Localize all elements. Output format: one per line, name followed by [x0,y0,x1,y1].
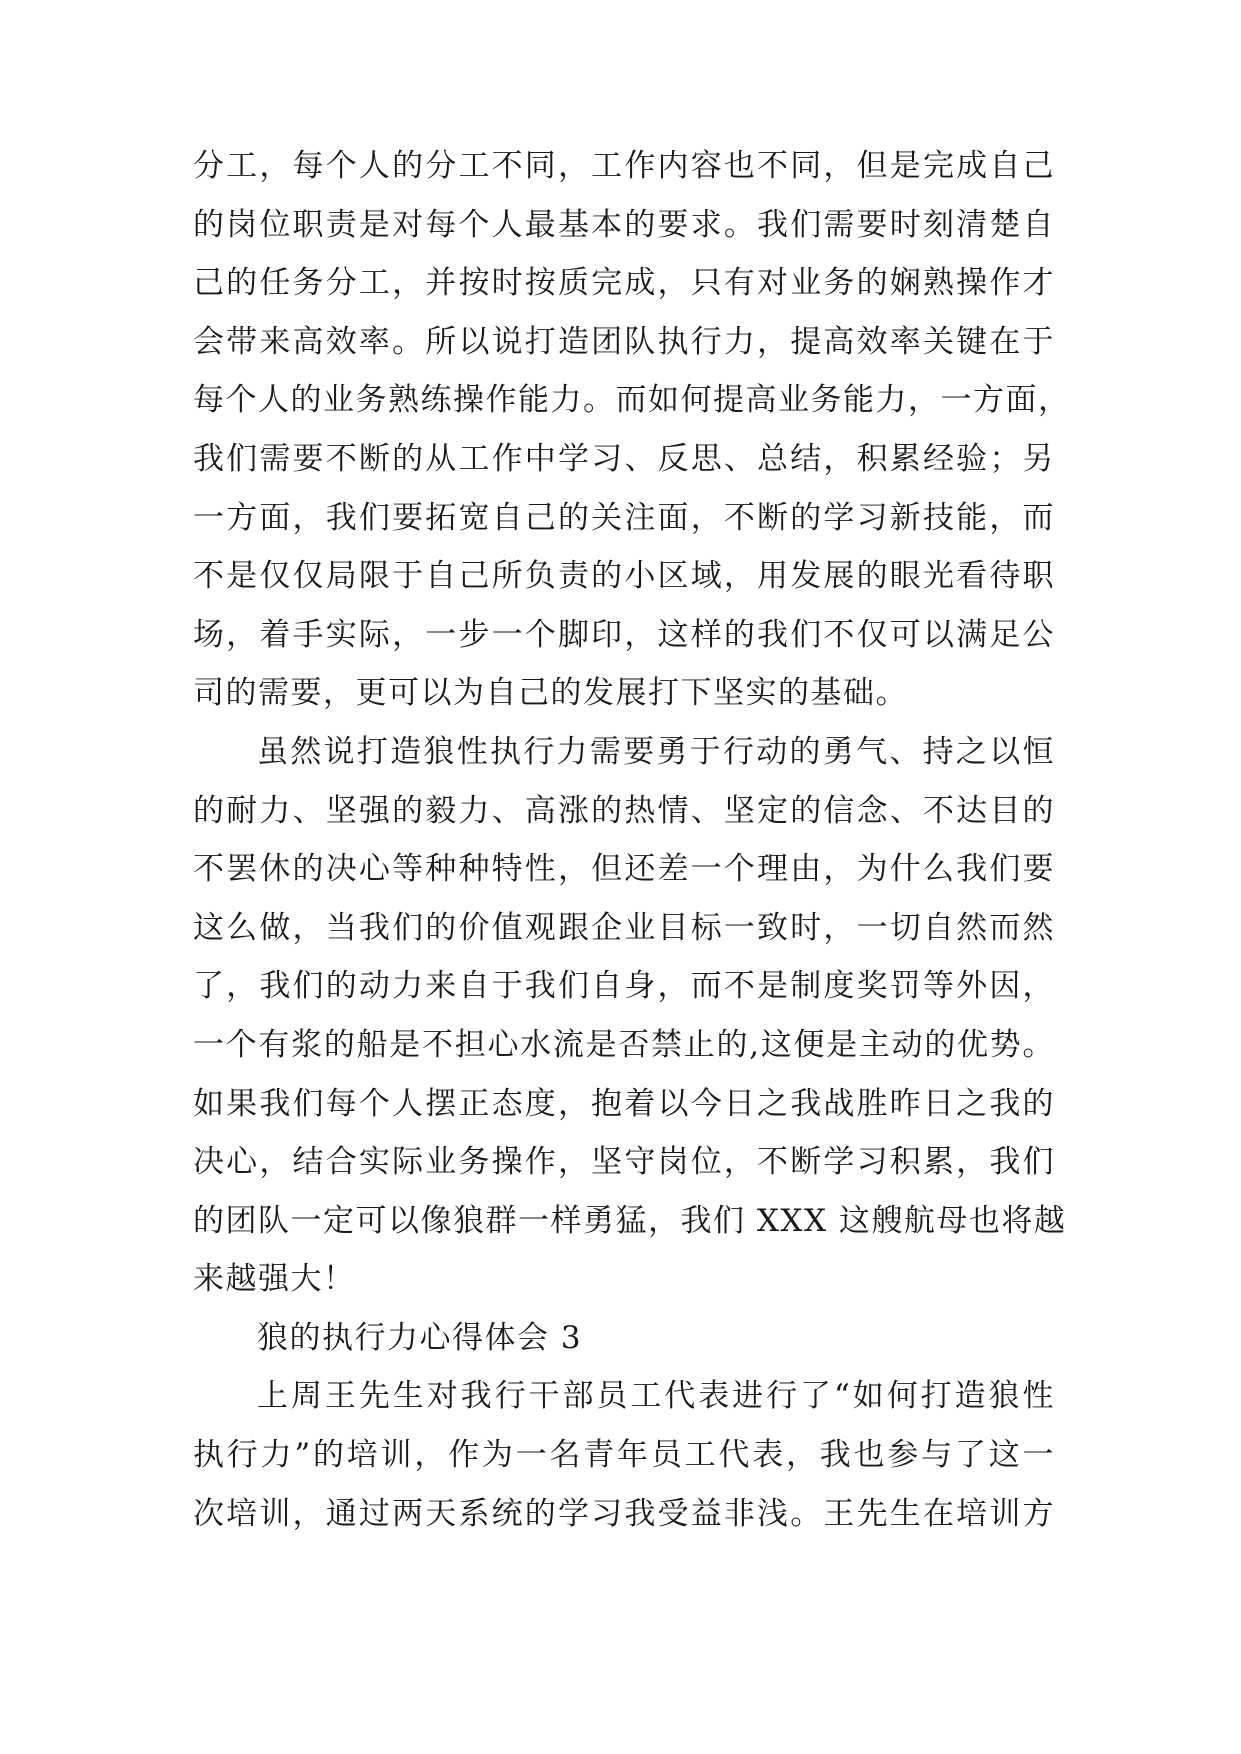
paragraph-2-line: 如果我们每个人摆正态度，抱着以今日之我战胜昨日之我的 [193,1085,1055,1122]
paragraph-1-line: 场，着手实际，一步一个脚印，这样的我们不仅可以满足公 [193,616,1055,653]
paragraph-1-line: 己的任务分工，并按时按质完成，只有对业务的娴熟操作才 [193,265,1055,302]
paragraph-1-line: 不是仅仅局限于自己所负责的小区域，用发展的眼光看待职 [193,558,1055,595]
paragraph-2-line: 了，我们的动力来自于我们自身，而不是制度奖罚等外因， [193,968,1055,1005]
paragraph-2-line: 不罢休的决心等种种特性，但还差一个理由，为什么我们要 [193,851,1055,888]
paragraph-3-line: 次培训，通过两天系统的学习我受益非浅。王先生在培训方 [193,1495,1055,1532]
paragraph-1-line: 的岗位职责是对每个人最基本的要求。我们需要时刻清楚自 [193,206,1055,243]
paragraph-2-line: 的团队一定可以像狼群一样勇猛，我们 XXX 这艘航母也将越 [193,1202,1067,1239]
paragraph-2-line: 虽然说打造狼性执行力需要勇于行动的勇气、持之以恒 [257,733,1055,770]
paragraph-1-line: 分工，每个人的分工不同，工作内容也不同，但是完成自己 [193,148,1055,184]
paragraph-1-line: 我们需要不断的从工作中学习、反思、总结，积累经验；另 [193,440,1055,477]
paragraph-2-line: 这么做，当我们的价值观跟企业目标一致时，一切自然而然 [193,909,1055,946]
section-heading: 狼的执行力心得体会 3 [257,1319,583,1356]
paragraph-2-line: 的耐力、坚强的毅力、高涨的热情、坚定的信念、不达目的 [193,792,1055,829]
paragraph-2-line: 来越强大！ [193,1261,356,1298]
paragraph-3-line: 上周王先生对我行干部员工代表进行了“如何打造狼性 [257,1378,1055,1415]
paragraph-1-line: 会带来高效率。所以说打造团队执行力，提高效率关键在于 [193,323,1055,360]
document-body [193,137,1071,1543]
paragraph-1-line: 一方面，我们要拓宽自己的关注面，不断的学习新技能，而 [193,499,1055,536]
paragraph-2-line: 决心，结合实际业务操作，坚守岗位，不断学习积累，我们 [193,1144,1055,1181]
paragraph-2-line: 一个有浆的船是不担心水流是否禁止的,这便是主动的优势。 [193,1026,1055,1063]
paragraph-1-line: 司的需要，更可以为自己的发展打下坚实的基础。 [193,675,908,712]
paragraph-1-line: 每个人的业务熟练操作能力。而如何提高业务能力，一方面， [193,382,1071,419]
paragraph-3-line: 执行力”的培训，作为一名青年员工代表，我也参与了这一 [193,1437,1055,1474]
